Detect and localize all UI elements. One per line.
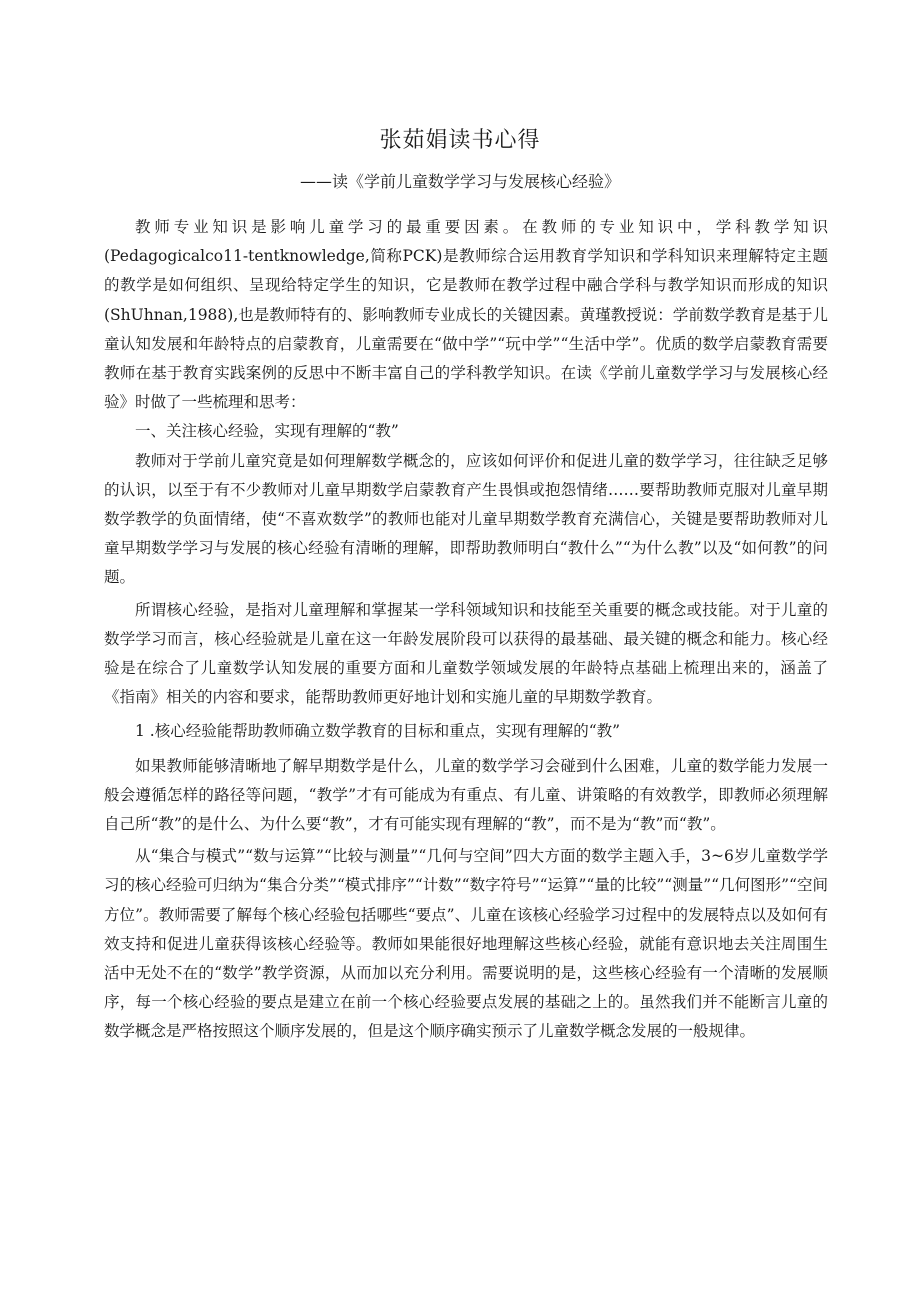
document-body (104, 213, 828, 1047)
subsection-heading-1: 1 .核心经验能帮助教师确立数学教育的目标和重点，实现有理解的“教” (135, 722, 621, 741)
paragraph: 如果教师能够清晰地了解早期数学是什么，儿童的数学学习会碰到什么困难，儿童的数学能力发展一般会遵循怎样的路径等问题，“教学”才有可能成为有重点、有儿童、讲策略的有效教学，即教师必须理解自己所“教”的是什么、为什么要“教”，才有可能实现有理解的“教”，而不是为“教”而“教”。 (104, 756, 828, 834)
document-title: 张茹娟读书心得 (379, 128, 541, 153)
paragraph: 所谓核心经验，是指对儿童理解和掌握某一学科领域知识和技能至关重要的概念或技能。对于儿童的数学学习而言，核心经验就是儿童在这一年龄发展阶段可以获得的最基础、最关键的概念和能力。核心经验是在综合了儿童数学认知发展的重要方面和儿童数学领域发展的年龄特点基础上梳理出来的，涵盖了《指南》相关的内容和要求，能帮助教师更好地计划和实施儿童的早期数学教育。 (104, 600, 828, 707)
paragraph: 从“集合与模式”“数与运算”“比较与测量”“几何与空间”四大方面的数学主题入手，3~6岁儿童数学学习的核心经验可归纳为“集合分类”“模式排序”“计数”“数字符号”“运算”“量的比较”“测量”“几何图形”“空间方位”。教师需要了解每个核心经验包括哪些“要点”、儿童在该核心经验学习过程中的发展特点以及如何有效支持和促进儿童获得该核心经验等。教师如果能很好地理解这些核心经验，就能有意识地去关注周围生活中无处不在的“数学”教学资源，从而加以充分利用。需要说明的是，这些核心经验有一个清晰的发展顺序，每一个核心经验的要点是建立在前一个核心经验要点发展的基础之上的。虽然我们并不能断言儿童的数学概念是严格按照这个顺序发展的，但是这个顺序确实预示了儿童数学概念发展的一般规律。 (104, 847, 828, 1041)
document-subtitle: ——读《学前儿童数学学习与发展核心经验》 (299, 172, 620, 191)
section-heading-1: 一、关注核心经验，实现有理解的“教” (135, 422, 399, 441)
paragraph: 教师对于学前儿童究竟是如何理解数学概念的，应该如何评价和促进儿童的数学学习，往往缺乏足够的认识，以至于有不少教师对儿童早期数学启蒙教育产生畏惧或抱怨情绪……要帮助教师克服对儿童早期数学教学的负面情绪，使“不喜欢数学”的教师也能对儿童早期数学教育充满信心，关键是要帮助教师对儿童早期数学学习与发展的核心经验有清晰的理解，即帮助教师明白“教什么”“为什么教”以及“如何教”的问题。 (104, 451, 828, 587)
paragraph-intro: 教师专业知识是影响儿童学习的最重要因素。在教师的专业知识中，学科教学知识(Pedagogicalco11-tentknowledge,简称PCK)是教师综合运用教育学知识和学科知识来理解特定主题的教学是如何组织、呈现给特定学生的知识，它是教师在教学过程中融合学科与教学知识而形成的知识(ShUhnan,1988),也是教师特有的、影响教师专业成长的关键因素。黄瑾教授说：学前数学教育是基于儿童认知发展和年龄特点的启蒙教育，儿童需要在“做中学”“玩中学”“生活中学”。优质的数学启蒙教育需要教师在基于教育实践案例的反思中不断丰富自己的学科教学知识。在读《学前儿童数学学习与发展核心经验》时做了一些梳理和思考： (104, 218, 828, 412)
